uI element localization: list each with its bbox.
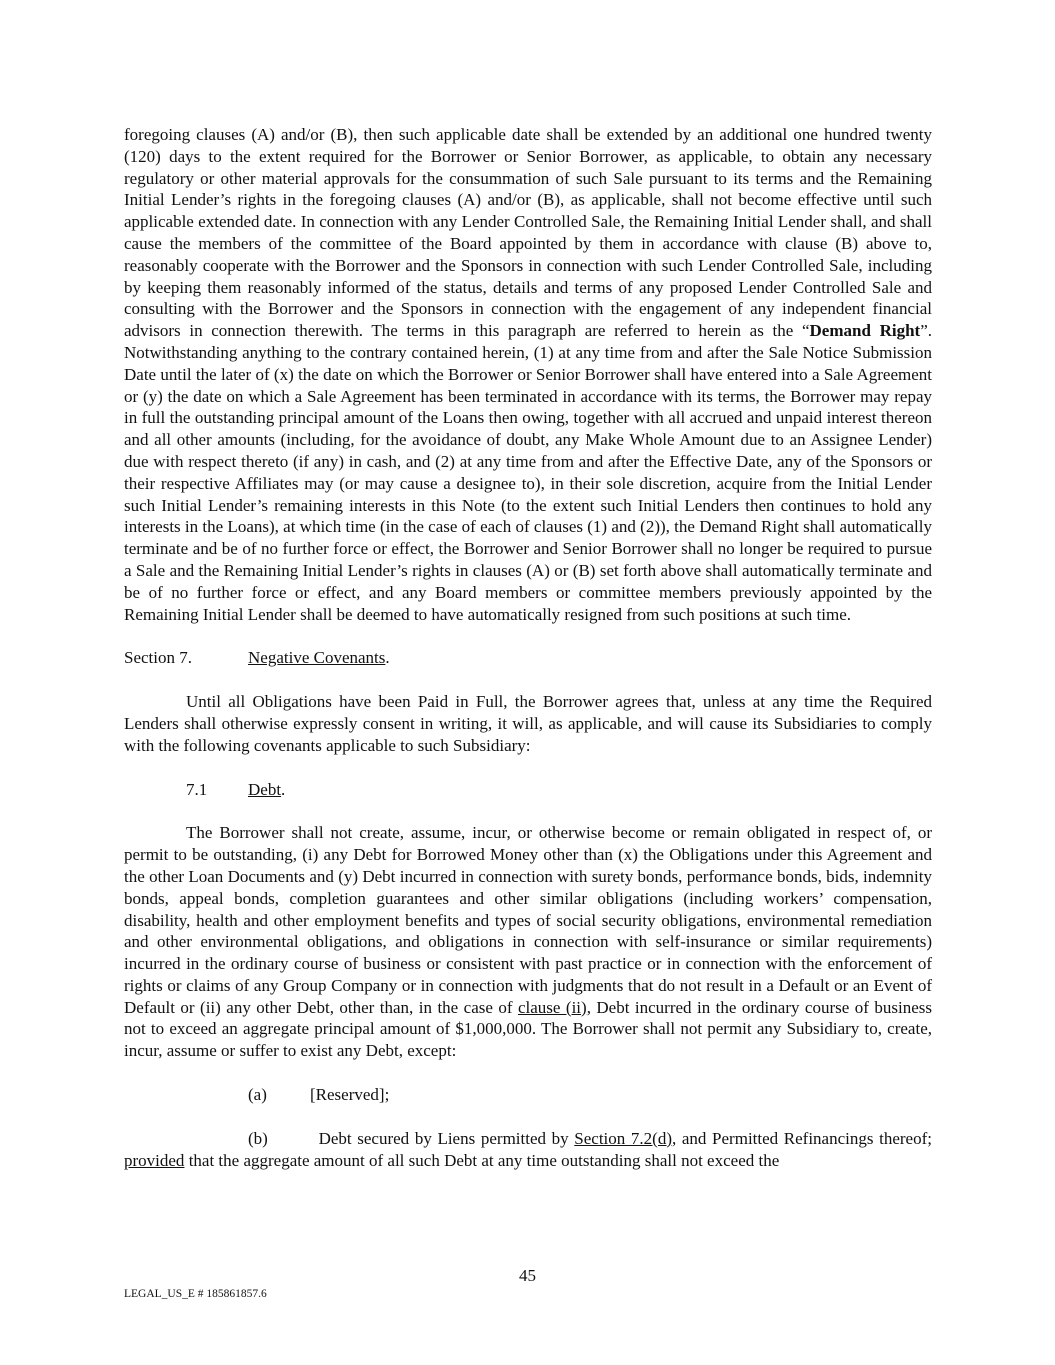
- debt-paragraph: The Borrower shall not create, assume, incur, or otherwise become or remain obligated in respect of, or permit to be outstanding, (i) any Debt for Borrowed Money other than (x) the Obligations under this Agreement and the other Loan Documents and (y) Debt incurred in connection with surety bonds, performance bonds, bids, indemnity bonds, appeal bonds, completion guarantees and other similar obligations (including workers’ compensation, disability, health and other employment benefits and types of social security obligations, environmental remediation and other environmental obligations, and obligations in connection with self-insurance or similar requirements) incurred in the ordinary course of business or consistent with past practice or in connection with the enforcement of rights or claims of any Group Company or in connection with judgments that do not result in a Default or an Event of Default or (ii) any other Debt, other than, in the case of clause (ii), Debt incurred in the ordinary course of business not to exceed an aggregate principal amount of $1,000,000. The Borrower shall not permit any Subsidiary to, create, incur, assume or suffer to exist any Debt, except:: [124, 823, 932, 1061]
- item-a-text: [Reserved];: [310, 1085, 390, 1105]
- document-page: [124, 124, 932, 1171]
- item-a-number: (a): [248, 1085, 267, 1105]
- paragraph-text-2: ”. Notwithstanding anything to the contrary contained herein, (1) at any time from and after the Sale Notice Submission Date until the later of (x) the date on which the Borrower or Senior Borrower shall have entered into a Sale Agreement or (y) the date on which a Sale Agreement has been terminated in accordance with its terms, the Borrower may repay in full the outstanding principal amount of the Loans then owing, together with all accrued and unpaid interest thereon and all other amounts (including, for the avoidance of doubt, any Make Whole Amount due to an Assignee Lender) due with respect thereto (if any) in cash, and (2) at any time from and after the Effective Date, any of the Sponsors or their respective Affiliates may (or may cause a designee to), in their sole discretion, acquire from the Initial Lender such Initial Lender’s remaining interests in this Note (to the extent such Initial Lenders then continues to hold any interests in the Loans), at which time (in the case of each of clauses (1) and (2)), the Demand Right shall automatically terminate and be of no further force or effect, the Borrower and Senior Borrower shall no longer be required to pursue a Sale and the Remaining Initial Lender’s rights in clauses (A) or (B) set forth above shall automatically terminate and be of no further force or effect, and any Board members or committee members previously appointed by the Remaining Initial Lender shall be deemed to have automatically resigned from such positions at such time.: [124, 321, 932, 624]
- item-a: [124, 1084, 932, 1106]
- section-title: Negative Covenants: [248, 648, 386, 668]
- section-7-intro: Until all Obligations have been Paid in Full, the Borrower agrees that, unless at any time the Required Lenders shall otherwise expressly consent in writing, it will, as applicable, and will cause its Subsidiaries to comply with the following covenants applicable to such Subsidiary:: [124, 692, 932, 755]
- section-7-heading: Section 7. Negative Covenants.: [124, 648, 390, 668]
- clause-ii-reference: clause (ii): [517, 997, 587, 1017]
- page-number: 45: [519, 1266, 536, 1285]
- section-7-2-d-reference: Section 7.2(d): [574, 1128, 672, 1148]
- demand-right-term: Demand Right: [809, 321, 921, 341]
- provided-term: provided: [124, 1150, 185, 1170]
- paragraph-text-1: foregoing clauses (A) and/or (B), then such applicable date shall be extended by an additional one hundred twenty (120) days to the extent required for the Borrower or Senior Borrower, as applicable, to obtain any necessary regulatory or other material approvals for the consummation of such Sale pursuant to its terms and the Remaining Initial Lender’s rights in the foregoing clauses (A) and/or (B), as applicable, shall not become effective until such applicable extended date. In connection with any Lender Controlled Sale, the Remaining Initial Lender shall, and shall cause the members of the committee of the Board appointed by them in accordance with clause (B) above to, reasonably cooperate with the Borrower and the Sponsors in connection with such Lender Controlled Sale, including by keeping them reasonably informed of the status, details and terms of any proposed Lender Controlled Sale and consulting with the Borrower and the Sponsors in connection with the engagement of any independent financial advisors in connection therewith. The terms in this paragraph are referred to herein as the “: [124, 125, 932, 341]
- item-b-number: (b): [248, 1128, 268, 1148]
- document-footer-id: LEGAL_US_E # 185861857.6: [124, 1288, 267, 1300]
- subsection-7-1-heading: 7.1 Debt.: [186, 779, 286, 799]
- subsection-title: Debt: [248, 779, 282, 799]
- continuation-paragraph: [124, 124, 932, 625]
- subsection-number: 7.1: [186, 779, 208, 799]
- section-number: Section 7.: [124, 648, 192, 668]
- item-b: (b) Debt secured by Liens permitted by Section 7.2(d), and Permitted Refinancings thereof; provided that the aggregate amount of all such Debt at any time outstanding shall not exceed the: [124, 1128, 932, 1170]
